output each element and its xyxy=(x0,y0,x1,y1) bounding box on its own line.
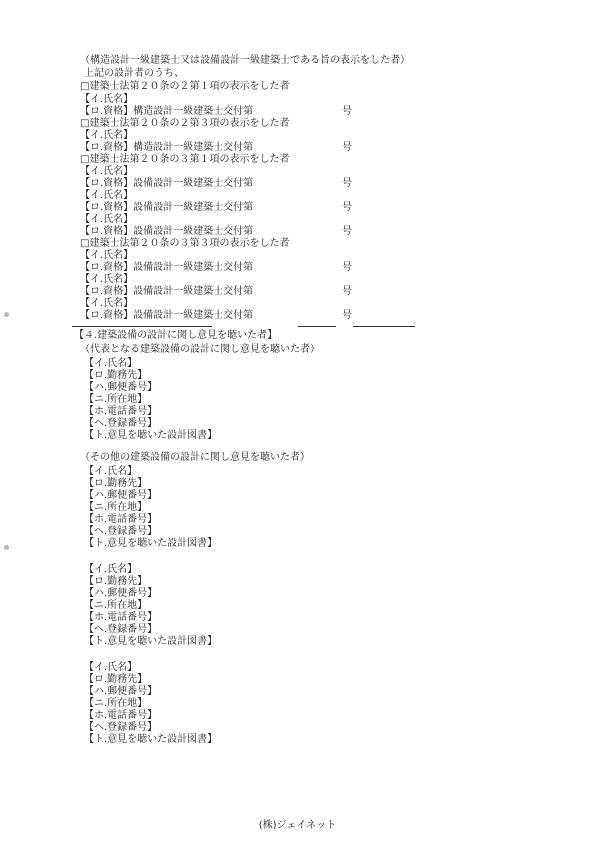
block-c-name: 【イ.氏名】 xyxy=(80,190,134,201)
block-c-go: 号 xyxy=(342,178,352,189)
section4-representative-subheading: （代表となる建築設備の設計に関し意見を聴いた者） xyxy=(80,344,320,355)
field-design-documents: 【ト.意見を聴いた設計図書】 xyxy=(84,430,218,441)
block-c-name: 【イ.氏名】 xyxy=(80,166,134,177)
section-divider xyxy=(353,326,415,327)
field-name: 【イ.氏名】 xyxy=(84,466,138,477)
block-d-title: □建築士法第２０条の３第３項の表示をした者 xyxy=(80,238,290,249)
block-d-qualification: 【ロ.資格】設備設計一級建築士交付第 xyxy=(80,286,254,297)
block-a-go: 号 xyxy=(342,106,352,117)
block-c-title: □建築士法第２０条の３第１項の表示をした者 xyxy=(80,154,290,165)
field-registration-number: 【ヘ.登録番号】 xyxy=(84,722,158,733)
punch-hole-mark xyxy=(4,545,9,550)
section-subheader: 上記の設計者のうち、 xyxy=(84,68,184,79)
field-phone: 【ホ.電話番号】 xyxy=(84,406,158,417)
block-b-name: 【イ.氏名】 xyxy=(80,130,134,141)
block-d-go: 号 xyxy=(342,286,352,297)
field-address: 【ニ.所在地】 xyxy=(84,698,148,709)
block-d-go: 号 xyxy=(342,262,352,273)
block-d-go: 号 xyxy=(342,310,352,321)
block-d-name: 【イ.氏名】 xyxy=(80,274,134,285)
field-design-documents: 【ト.意見を聴いた設計図書】 xyxy=(84,734,218,745)
field-phone: 【ホ.電話番号】 xyxy=(84,612,158,623)
field-registration-number: 【ヘ.登録番号】 xyxy=(84,526,158,537)
punch-hole-mark xyxy=(4,312,9,317)
field-name: 【イ.氏名】 xyxy=(84,564,138,575)
block-a-qualification: 【ロ.資格】構造設計一級建築士交付第 xyxy=(80,106,254,117)
block-d-name: 【イ.氏名】 xyxy=(80,298,134,309)
block-c-qualification: 【ロ.資格】設備設計一級建築士交付第 xyxy=(80,178,254,189)
section-divider xyxy=(72,326,212,327)
block-c-go: 号 xyxy=(342,226,352,237)
field-registration-number: 【ヘ.登録番号】 xyxy=(84,418,158,429)
section-header: （構造設計一級建築士又は設備設計一級建築士である旨の表示をした者） xyxy=(80,55,410,66)
block-c-qualification: 【ロ.資格】設備設計一級建築士交付第 xyxy=(80,202,254,213)
section4-heading: 【４.建築設備の設計に関し意見を聴いた者】 xyxy=(74,330,278,341)
block-b-title: □建築士法第２０条の２第３項の表示をした者 xyxy=(80,118,290,129)
block-c-qualification: 【ロ.資格】設備設計一級建築士交付第 xyxy=(80,226,254,237)
block-c-go: 号 xyxy=(342,202,352,213)
block-b-go: 号 xyxy=(342,142,352,153)
field-address: 【ニ.所在地】 xyxy=(84,502,148,513)
field-workplace: 【ロ.勤務先】 xyxy=(84,478,148,489)
block-d-qualification: 【ロ.資格】設備設計一級建築士交付第 xyxy=(80,310,254,321)
field-address: 【ニ.所在地】 xyxy=(84,600,148,611)
field-workplace: 【ロ.勤務先】 xyxy=(84,674,148,685)
field-name: 【イ.氏名】 xyxy=(84,358,138,369)
field-postal-code: 【ハ.郵便番号】 xyxy=(84,382,158,393)
section-divider xyxy=(298,326,336,327)
field-address: 【ニ.所在地】 xyxy=(84,394,148,405)
block-d-name: 【イ.氏名】 xyxy=(80,250,134,261)
field-postal-code: 【ハ.郵便番号】 xyxy=(84,588,158,599)
field-name: 【イ.氏名】 xyxy=(84,662,138,673)
block-a-name: 【イ.氏名】 xyxy=(80,94,134,105)
section4-other-subheading: （その他の建築設備の設計に関し意見を聴いた者） xyxy=(80,452,310,463)
field-phone: 【ホ.電話番号】 xyxy=(84,710,158,721)
field-workplace: 【ロ.勤務先】 xyxy=(84,576,148,587)
field-postal-code: 【ハ.郵便番号】 xyxy=(84,686,158,697)
field-postal-code: 【ハ.郵便番号】 xyxy=(84,490,158,501)
field-registration-number: 【ヘ.登録番号】 xyxy=(84,624,158,635)
block-c-name: 【イ.氏名】 xyxy=(80,214,134,225)
block-b-qualification: 【ロ.資格】構造設計一級建築士交付第 xyxy=(80,142,254,153)
field-workplace: 【ロ.勤務先】 xyxy=(84,370,148,381)
footer-company: (株)ジェイネット xyxy=(258,820,337,831)
block-d-qualification: 【ロ.資格】設備設計一級建築士交付第 xyxy=(80,262,254,273)
field-design-documents: 【ト.意見を聴いた設計図書】 xyxy=(84,636,218,647)
field-design-documents: 【ト.意見を聴いた設計図書】 xyxy=(84,538,218,549)
block-a-title: □建築士法第２０条の２第１項の表示をした者 xyxy=(80,81,290,92)
field-phone: 【ホ.電話番号】 xyxy=(84,514,158,525)
